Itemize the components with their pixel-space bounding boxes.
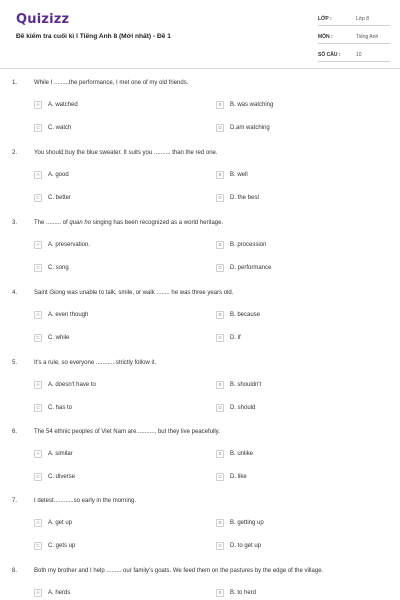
option-text: C. better bbox=[48, 194, 72, 201]
option-letter: A bbox=[34, 381, 42, 389]
worksheet-header bbox=[0, 0, 400, 69]
question-text-before: Saint bbox=[34, 290, 50, 296]
option-letter: A bbox=[34, 101, 42, 109]
option-letter: B bbox=[216, 381, 224, 389]
meta-row-subject bbox=[318, 30, 390, 44]
option-letter: A bbox=[34, 311, 42, 319]
option-letter: A bbox=[34, 241, 42, 249]
question-number: 7. bbox=[12, 498, 18, 504]
option-letter: C bbox=[34, 124, 42, 132]
meta-row-question-count bbox=[318, 48, 390, 62]
worksheet-title: Đề kiểm tra cuối kì I Tiếng Anh 8 (Mới nhất) - Đề 1 bbox=[16, 33, 171, 40]
option-text: A. doesn't have to bbox=[48, 381, 96, 388]
option-d[interactable] bbox=[216, 333, 241, 342]
option-letter: C bbox=[34, 194, 42, 202]
option-text: A. get up bbox=[48, 519, 73, 526]
question-text: Both my brother and I help ......... our family's goats. We feed them on the pastures by the edge of the village. bbox=[34, 568, 324, 574]
option-c[interactable] bbox=[34, 541, 75, 550]
question-text: You should buy the blue sweater. It suits you .......... than the red one. bbox=[34, 150, 218, 156]
option-letter: C bbox=[34, 473, 42, 481]
option-text: B. to herd bbox=[230, 589, 257, 596]
option-b[interactable] bbox=[216, 588, 256, 597]
option-letter: B bbox=[216, 311, 224, 319]
option-letter: A bbox=[34, 589, 42, 597]
option-text: C. song bbox=[48, 264, 69, 271]
option-c[interactable] bbox=[34, 193, 71, 202]
option-a[interactable] bbox=[34, 240, 90, 249]
option-letter: B bbox=[216, 101, 224, 109]
option-b[interactable] bbox=[216, 518, 264, 527]
option-d[interactable] bbox=[216, 541, 261, 550]
meta-value: Tiếng Anh bbox=[356, 33, 379, 40]
option-text: B. because bbox=[230, 311, 261, 318]
option-letter: D bbox=[216, 542, 224, 550]
option-text: C. has to bbox=[48, 404, 73, 411]
option-letter: A bbox=[34, 519, 42, 527]
option-text: B. procession bbox=[230, 241, 267, 248]
option-c[interactable] bbox=[34, 472, 75, 481]
option-text: D. like bbox=[230, 473, 247, 480]
option-b[interactable] bbox=[216, 449, 253, 458]
option-text: B. unlike bbox=[230, 450, 254, 457]
option-d[interactable] bbox=[216, 472, 247, 481]
option-text: A. herds bbox=[48, 589, 71, 596]
option-letter: B bbox=[216, 171, 224, 179]
option-b[interactable] bbox=[216, 310, 260, 319]
meta-value: Lớp 8 bbox=[356, 15, 370, 22]
option-b[interactable] bbox=[216, 100, 273, 109]
option-letter: A bbox=[34, 450, 42, 458]
option-c[interactable] bbox=[34, 123, 71, 132]
option-b[interactable] bbox=[216, 170, 248, 179]
option-a[interactable] bbox=[34, 170, 69, 179]
option-letter: C bbox=[34, 542, 42, 550]
question-text-after: was unable to talk, smile, or walk ........ he was three years old. bbox=[65, 290, 234, 296]
option-a[interactable] bbox=[34, 518, 72, 527]
option-letter: D bbox=[216, 473, 224, 481]
option-b[interactable] bbox=[216, 240, 266, 249]
option-text: B. getting up bbox=[230, 519, 264, 526]
option-text: C. diverse bbox=[48, 473, 76, 480]
option-letter: D bbox=[216, 264, 224, 272]
option-text: A. watched bbox=[48, 101, 78, 108]
question-number: 5. bbox=[12, 360, 18, 366]
option-c[interactable] bbox=[34, 403, 72, 412]
option-letter: D bbox=[216, 404, 224, 412]
option-d[interactable] bbox=[216, 263, 271, 272]
option-letter: A bbox=[34, 171, 42, 179]
question-number: 8. bbox=[12, 568, 18, 574]
option-letter: D bbox=[216, 334, 224, 342]
option-letter: C bbox=[34, 264, 42, 272]
question-number: 3. bbox=[12, 220, 18, 226]
option-text: D. to get up bbox=[230, 542, 262, 549]
option-text: D.am watching bbox=[230, 124, 270, 131]
question-text: I detest............so early in the morning. bbox=[34, 498, 137, 504]
option-text: B. shouldn't bbox=[230, 381, 262, 388]
meta-key: MÔN : bbox=[318, 33, 333, 40]
question-text-before: The ......... of bbox=[34, 220, 70, 226]
option-c[interactable] bbox=[34, 263, 69, 272]
option-a[interactable] bbox=[34, 588, 70, 597]
option-text: C. while bbox=[48, 334, 70, 341]
option-text: C. watch bbox=[48, 124, 72, 131]
option-letter: D bbox=[216, 124, 224, 132]
option-text: B. well bbox=[230, 171, 248, 178]
option-a[interactable] bbox=[34, 100, 78, 109]
option-a[interactable] bbox=[34, 310, 88, 319]
question-text: While I .........the performance, I met one of my old friends. bbox=[34, 80, 189, 86]
option-d[interactable] bbox=[216, 403, 255, 412]
question-number: 1. bbox=[12, 80, 18, 86]
meta-key: LỚP : bbox=[318, 15, 332, 22]
option-text: A. good bbox=[48, 171, 69, 178]
option-letter: C bbox=[34, 404, 42, 412]
question-text: The 54 ethnic peoples of Viet Nam are..........., but they live peacefully. bbox=[34, 429, 220, 435]
option-c[interactable] bbox=[34, 333, 69, 342]
question-text bbox=[34, 290, 384, 296]
option-text: D. should bbox=[230, 404, 256, 411]
option-b[interactable] bbox=[216, 380, 261, 389]
question-text-after: singing has been recognized as a world heritage. bbox=[91, 220, 224, 226]
option-text: A. similar bbox=[48, 450, 73, 457]
quizizz-logo: Quizizz bbox=[16, 12, 70, 27]
question-text bbox=[34, 220, 384, 226]
option-letter: D bbox=[216, 194, 224, 202]
meta-key: SỐ CÂU : bbox=[318, 51, 341, 58]
question-number: 6. bbox=[12, 429, 18, 435]
option-text: A. even though bbox=[48, 311, 89, 318]
question-number: 4. bbox=[12, 290, 18, 296]
question-text-italic: quan ho bbox=[69, 220, 92, 226]
option-text: D. the best bbox=[230, 194, 260, 201]
option-letter: B bbox=[216, 519, 224, 527]
option-d[interactable] bbox=[216, 123, 270, 132]
option-letter: C bbox=[34, 334, 42, 342]
option-text: A. preservation. bbox=[48, 241, 91, 248]
worksheet-meta bbox=[318, 12, 390, 66]
option-letter: B bbox=[216, 241, 224, 249]
option-text: D. if bbox=[230, 334, 241, 341]
option-a[interactable] bbox=[34, 449, 73, 458]
meta-row-class bbox=[318, 12, 390, 26]
meta-value: 10 bbox=[356, 51, 362, 58]
question-text-italic: Giong bbox=[49, 290, 66, 296]
option-text: D. performance bbox=[230, 264, 272, 271]
option-text: B. was watching bbox=[230, 101, 274, 108]
option-text: C. gets up bbox=[48, 542, 76, 549]
question-text: It's a rule, so everyone ............strictly follow it. bbox=[34, 360, 157, 366]
option-letter: B bbox=[216, 589, 224, 597]
option-letter: B bbox=[216, 450, 224, 458]
option-a[interactable] bbox=[34, 380, 96, 389]
question-number: 2. bbox=[12, 150, 18, 156]
option-d[interactable] bbox=[216, 193, 259, 202]
